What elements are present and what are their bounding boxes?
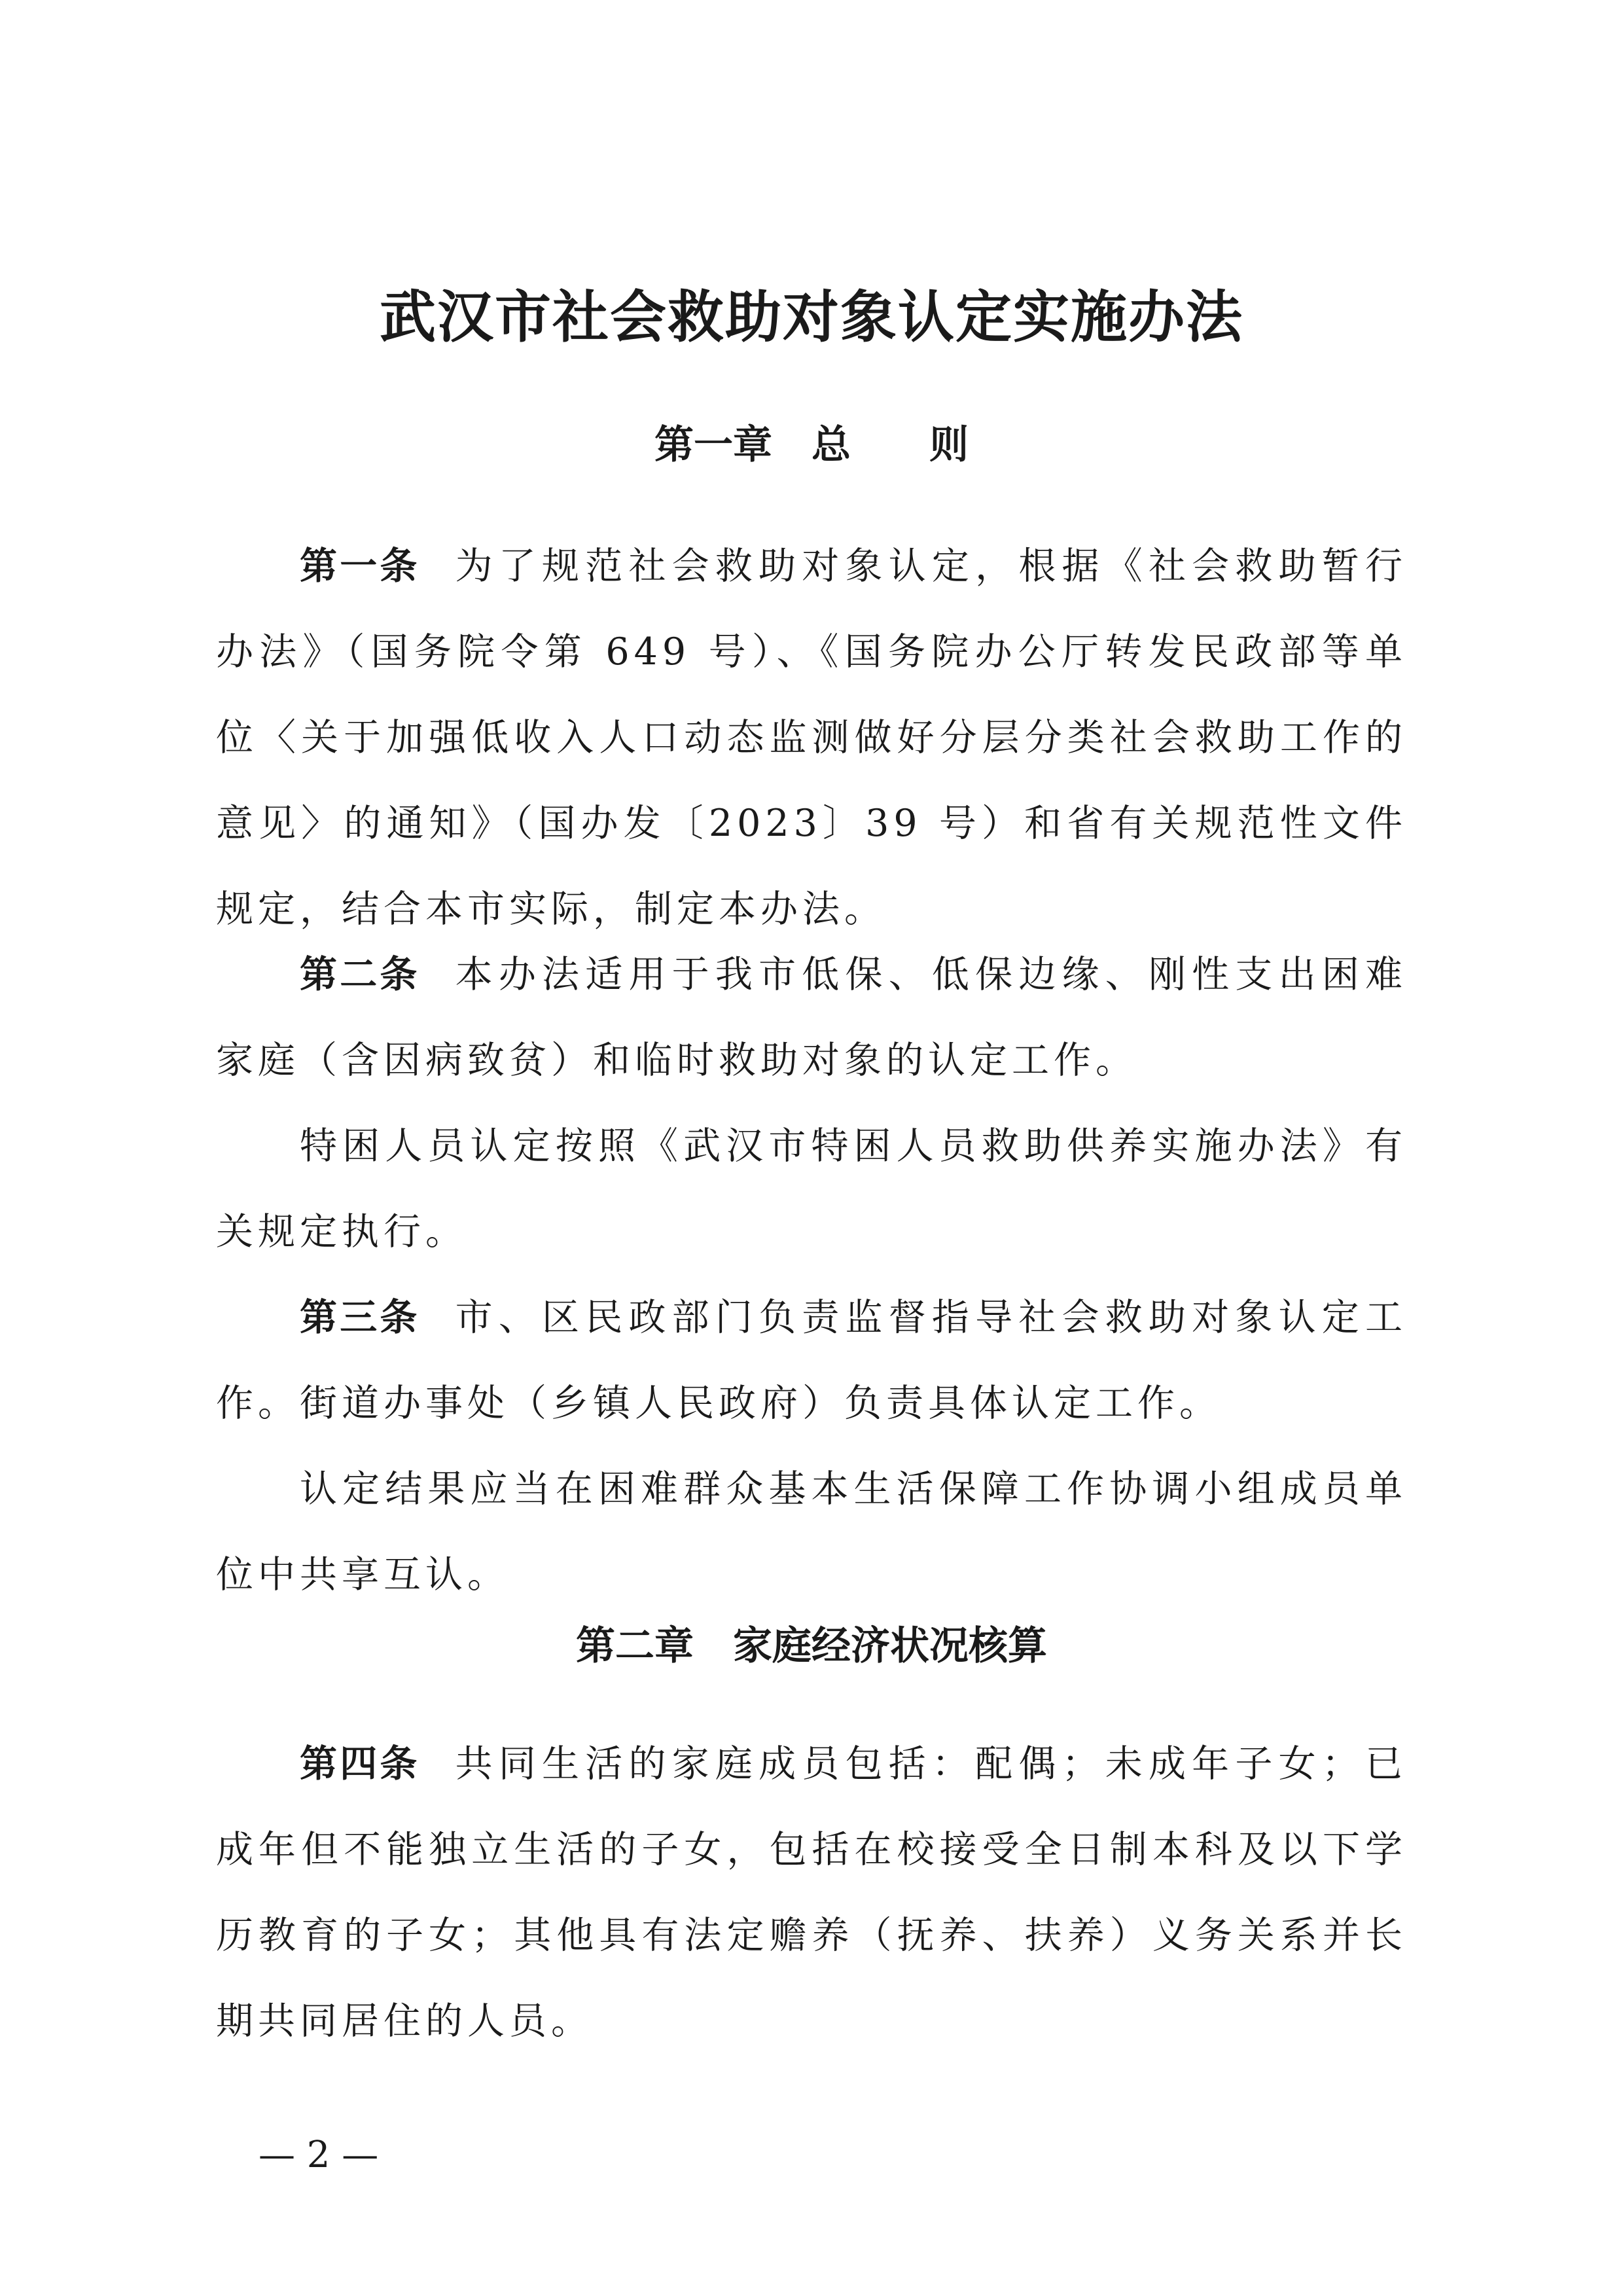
article-3-label: 第三条 — [300, 1296, 420, 1339]
article-2-label: 第二条 — [300, 953, 420, 996]
article-3-paragraph — [216, 1275, 1407, 1446]
article-3-continuation — [216, 1446, 1407, 1618]
article-3-continuation-text: 认定结果应当在困难群众基本生活保障工作协调小组成员单位中共享互认。 — [216, 1467, 1407, 1596]
article-2-text: 本办法适用于我市低保、低保边缘、刚性支出困难家庭（含因病致贫）和临时救助对象的认定工作。 — [216, 953, 1407, 1082]
article-4-paragraph — [216, 1721, 1407, 2064]
article-1-paragraph — [216, 524, 1407, 952]
article-1-label: 第一条 — [300, 545, 420, 588]
chapter-1-heading: 第一章 总 则 — [654, 422, 969, 468]
page-number: — 2 — — [259, 2134, 379, 2176]
article-2-continuation — [216, 1103, 1407, 1275]
article-1-text: 为了规范社会救助对象认定，根据《社会救助暂行办法》（国务院令第 649 号）、《国务院办公厅转发民政部等单位〈关于加强低收入人口动态监测做好分层分类社会救助工作的意见〉的通知》（国办发〔2023〕39 号）和省有关规范性文件规定，结合本市实际，制定本办法。 — [216, 545, 1407, 931]
article-2-paragraph — [216, 932, 1407, 1103]
article-4-text: 共同生活的家庭成员包括：配偶；未成年子女；已成年但不能独立生活的子女，包括在校接受全日制本科及以下学历教育的子女；其他具有法定赡养（抚养、扶养）义务关系并长期共同居住的人员。 — [216, 1742, 1407, 2043]
article-2-continuation-text: 特困人员认定按照《武汉市特困人员救助供养实施办法》有关规定执行。 — [216, 1124, 1407, 1253]
article-3-text: 市、区民政部门负责监督指导社会救助对象认定工作。街道办事处（乡镇人民政府）负责具体认定工作。 — [216, 1296, 1407, 1425]
article-4-label: 第四条 — [300, 1742, 420, 1785]
chapter-2-heading: 第二章 家庭经济状况核算 — [576, 1623, 1047, 1669]
document-title: 武汉市社会救助对象认定实施办法 — [380, 284, 1243, 350]
